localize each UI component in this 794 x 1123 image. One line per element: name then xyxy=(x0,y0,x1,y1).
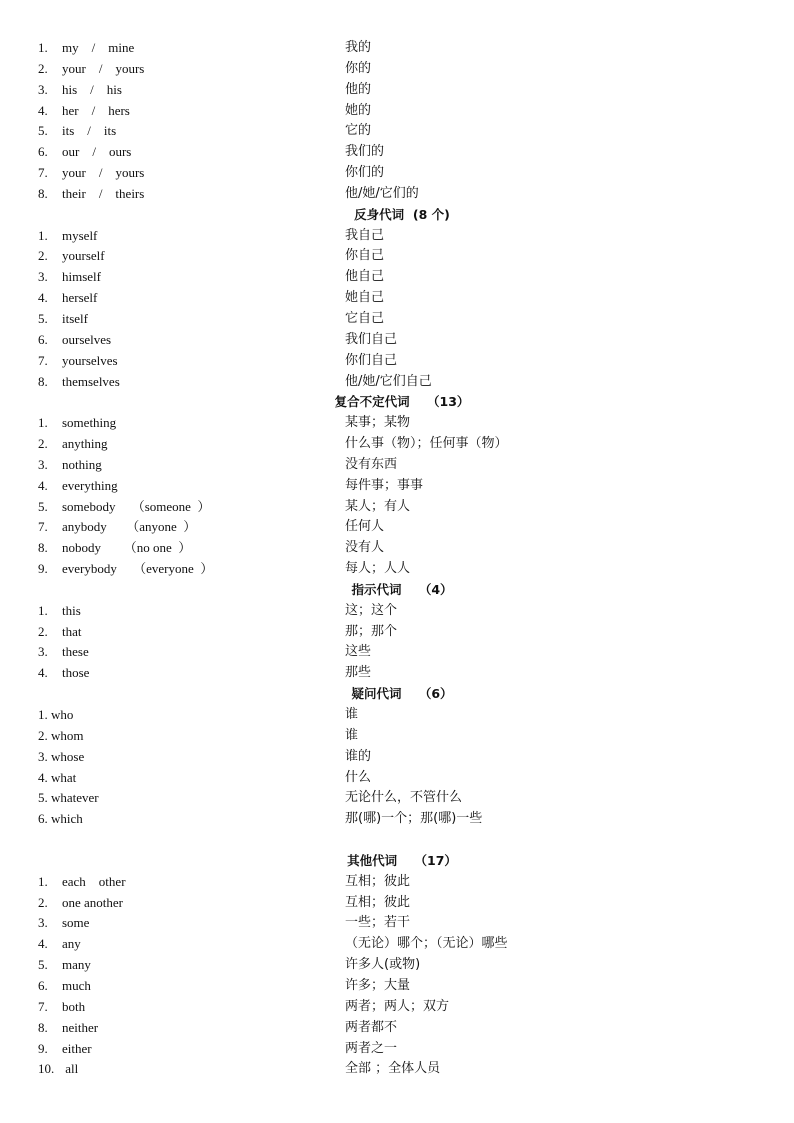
english-term: some xyxy=(62,915,90,931)
english-term: himself xyxy=(62,269,101,285)
item-number: 1. xyxy=(38,873,48,889)
english-term: 3. whose xyxy=(38,748,85,764)
chinese-meaning: 没有人 xyxy=(345,540,385,556)
list-item xyxy=(0,955,794,976)
item-number: 8. xyxy=(38,185,48,201)
list-item xyxy=(0,434,794,455)
list-item xyxy=(0,872,794,893)
list-item xyxy=(0,747,794,768)
chinese-meaning: 什么事（物）；任何事（物） xyxy=(345,436,508,452)
blank-line xyxy=(0,830,794,851)
chinese-meaning: 我们自己 xyxy=(345,331,398,347)
list-item xyxy=(0,622,794,643)
chinese-meaning: 两者；两人；双方 xyxy=(345,998,450,1014)
english-term: 5. whatever xyxy=(38,790,99,806)
english-term: themselves xyxy=(62,373,120,389)
chinese-meaning: 它的 xyxy=(345,123,372,139)
list-item xyxy=(0,601,794,622)
item-number: 4. xyxy=(38,665,48,681)
item-number: 3. xyxy=(38,81,48,97)
chinese-meaning: 许多人(或物) xyxy=(345,957,421,973)
chinese-meaning: 你的 xyxy=(345,60,372,76)
item-number: 8. xyxy=(38,540,48,556)
item-number: 6. xyxy=(38,331,48,347)
english-term: yourself xyxy=(62,248,105,264)
item-number: 3. xyxy=(38,456,48,472)
item-number: 6. xyxy=(38,144,48,160)
list-item xyxy=(0,559,794,580)
english-term: your / yours xyxy=(62,60,145,76)
english-term: itself xyxy=(62,310,88,326)
chinese-meaning: 每人；人人 xyxy=(345,561,411,577)
chinese-meaning: 两者都不 xyxy=(345,1019,398,1035)
item-number: 3. xyxy=(38,644,48,660)
english-term: neither xyxy=(62,1019,99,1035)
english-term: 1. who xyxy=(38,707,74,722)
list-item xyxy=(0,976,794,997)
list-item xyxy=(0,142,794,163)
chinese-meaning: 某事；某物 xyxy=(345,415,411,431)
english-term: my / mine xyxy=(62,40,135,55)
chinese-meaning: 那(哪)一个；那(哪)一些 xyxy=(345,811,483,827)
item-number: 2. xyxy=(38,894,48,910)
english-term: any xyxy=(62,936,81,952)
chinese-meaning: 每件事；事事 xyxy=(345,477,424,493)
list-item xyxy=(0,705,794,726)
item-number: 3. xyxy=(38,915,48,931)
list-item xyxy=(0,1039,794,1060)
list-item xyxy=(0,497,794,518)
chinese-meaning: 你们自己 xyxy=(345,352,398,368)
list-item xyxy=(0,663,794,684)
list-item xyxy=(0,246,794,267)
item-number: 9. xyxy=(38,1040,48,1056)
item-number: 5. xyxy=(38,957,48,973)
chinese-meaning: 我们的 xyxy=(345,144,385,160)
list-item xyxy=(0,372,794,393)
english-term: everything xyxy=(62,477,118,493)
chinese-meaning: 一些；若干 xyxy=(345,915,411,931)
item-number: 1. xyxy=(38,602,48,618)
chinese-meaning: 某人；有人 xyxy=(345,498,411,514)
list-item xyxy=(0,226,794,247)
item-number: 1. xyxy=(38,415,48,431)
chinese-meaning: 谁 xyxy=(345,727,359,743)
english-term: yourselves xyxy=(62,352,118,368)
chinese-meaning: 互相；彼此 xyxy=(345,873,411,889)
chinese-meaning: 谁 xyxy=(345,707,359,722)
item-number: 3. xyxy=(38,269,48,285)
english-term: somebody （someone ） xyxy=(62,498,211,514)
item-number: 4. xyxy=(38,290,48,306)
english-term: this xyxy=(62,602,81,618)
item-number: 8. xyxy=(38,1019,48,1035)
item-number: 4. xyxy=(38,936,48,952)
chinese-meaning: 无论什么，不管什么 xyxy=(345,790,463,806)
item-number: 7. xyxy=(38,519,48,535)
item-number: 7. xyxy=(38,998,48,1014)
english-term: her / hers xyxy=(62,102,130,118)
item-number: 10. xyxy=(38,1061,55,1077)
chinese-meaning: 全部 ；全体人员 xyxy=(345,1061,441,1077)
english-term: its / its xyxy=(62,123,117,139)
list-item xyxy=(0,893,794,914)
list-item xyxy=(0,184,794,205)
list-item xyxy=(0,913,794,934)
chinese-meaning: 我的 xyxy=(345,40,372,55)
english-term: nobody （no one ） xyxy=(62,540,192,556)
chinese-meaning: 他/她/它们的 xyxy=(345,185,419,201)
chinese-meaning: 他的 xyxy=(345,81,372,97)
chinese-meaning: 什么 xyxy=(345,769,372,785)
list-item xyxy=(0,788,794,809)
item-number: 6. xyxy=(38,977,48,993)
list-item xyxy=(0,101,794,122)
list-item xyxy=(0,997,794,1018)
english-term: anything xyxy=(62,436,108,452)
list-item xyxy=(0,455,794,476)
section-heading: 其他代词 （17） xyxy=(347,852,457,868)
chinese-meaning: 他/她/它们自己 xyxy=(345,373,432,389)
english-term: 2. whom xyxy=(38,727,84,743)
list-item xyxy=(0,121,794,142)
list-item xyxy=(0,80,794,101)
chinese-meaning: 她自己 xyxy=(345,290,385,306)
list-item xyxy=(0,1059,794,1080)
list-item xyxy=(0,309,794,330)
english-term: one another xyxy=(62,894,124,910)
chinese-meaning: 你自己 xyxy=(345,248,385,264)
chinese-meaning: （无论）哪个；（无论）哪些 xyxy=(345,936,508,952)
english-term: his / his xyxy=(62,81,122,97)
item-number: 2. xyxy=(38,60,48,76)
list-item xyxy=(0,267,794,288)
list-item xyxy=(0,517,794,538)
item-number: 5. xyxy=(38,498,48,514)
english-term: that xyxy=(62,623,82,639)
english-term: these xyxy=(62,644,89,660)
english-term: many xyxy=(62,957,91,973)
chinese-meaning: 我自己 xyxy=(345,227,385,243)
english-term: each other xyxy=(62,873,126,889)
chinese-meaning: 你们的 xyxy=(345,165,385,181)
english-term: much xyxy=(62,977,91,993)
english-term: either xyxy=(62,1040,92,1056)
english-term: their / theirs xyxy=(62,185,145,201)
list-item xyxy=(0,726,794,747)
section-heading: 指示代词 （4） xyxy=(351,581,453,597)
item-number: 2. xyxy=(38,436,48,452)
list-item xyxy=(0,288,794,309)
section-heading: 反身代词 (8 个) xyxy=(354,206,450,222)
item-number: 9. xyxy=(38,561,48,577)
chinese-meaning: 两者之一 xyxy=(345,1040,398,1056)
list-item xyxy=(0,163,794,184)
chinese-meaning: 这；这个 xyxy=(345,602,398,618)
chinese-meaning: 谁的 xyxy=(345,748,372,764)
section-heading: 复合不定代词 （13） xyxy=(334,394,470,410)
list-item xyxy=(0,413,794,434)
english-term: those xyxy=(62,665,90,681)
english-term: 4. what xyxy=(38,769,77,785)
item-number: 1. xyxy=(38,40,48,55)
english-term: something xyxy=(62,415,117,431)
chinese-meaning: 这些 xyxy=(345,644,372,660)
item-number: 5. xyxy=(38,123,48,139)
english-term: your / yours xyxy=(62,165,145,181)
chinese-meaning: 许多；大量 xyxy=(345,977,411,993)
english-term: ourselves xyxy=(62,331,112,347)
section-heading: 疑问代词 （6） xyxy=(351,686,453,702)
chinese-meaning: 她的 xyxy=(345,102,372,118)
english-term: herself xyxy=(62,290,98,306)
item-number: 7. xyxy=(38,352,48,368)
chinese-meaning: 它自己 xyxy=(345,310,385,326)
list-item xyxy=(0,768,794,789)
item-number: 4. xyxy=(38,102,48,118)
list-item xyxy=(0,934,794,955)
pronoun-list-document xyxy=(0,38,794,1080)
list-item xyxy=(0,642,794,663)
english-term: all xyxy=(62,1061,79,1077)
list-item xyxy=(0,38,794,59)
list-item xyxy=(0,1018,794,1039)
english-term: both xyxy=(62,998,86,1014)
list-item xyxy=(0,538,794,559)
list-item xyxy=(0,59,794,80)
list-item xyxy=(0,476,794,497)
item-number: 2. xyxy=(38,623,48,639)
english-term: myself xyxy=(62,227,98,243)
list-item xyxy=(0,351,794,372)
item-number: 7. xyxy=(38,165,48,181)
english-term: anybody （anyone ） xyxy=(62,519,197,535)
chinese-meaning: 那；那个 xyxy=(345,623,398,639)
item-number: 4. xyxy=(38,477,48,493)
english-term: nothing xyxy=(62,456,102,472)
list-item xyxy=(0,809,794,830)
english-term: everybody （everyone ） xyxy=(62,561,214,577)
chinese-meaning: 互相；彼此 xyxy=(345,894,411,910)
item-number: 1. xyxy=(38,227,48,243)
item-number: 8. xyxy=(38,373,48,389)
english-term: 6. which xyxy=(38,811,83,827)
chinese-meaning: 那些 xyxy=(345,665,372,681)
chinese-meaning: 任何人 xyxy=(345,519,385,535)
chinese-meaning: 他自己 xyxy=(345,269,385,285)
item-number: 5. xyxy=(38,310,48,326)
list-item xyxy=(0,330,794,351)
english-term: our / ours xyxy=(62,144,132,160)
chinese-meaning: 没有东西 xyxy=(345,456,398,472)
item-number: 2. xyxy=(38,248,48,264)
